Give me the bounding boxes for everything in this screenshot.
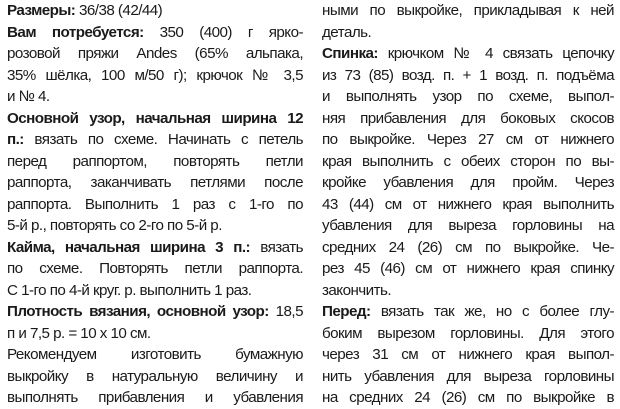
recommend-line-3: выполнять прибавления и убавления	[7, 389, 303, 406]
back-line-4: няя прибавления для боковых скосов	[322, 109, 614, 127]
back-line-10: средних 24 (26) см по выкройке. Че-	[322, 238, 614, 256]
back-line-3: и выполнять узор по схеме, выпол-	[322, 88, 614, 105]
back-line-7: кройке убавления для пройм. Через	[322, 174, 614, 191]
main-pattern-text-2: вязать по схеме. Начинать с петель	[23, 131, 303, 148]
main-pattern-line-3: перед раппортом, повторять петли	[7, 152, 303, 170]
main-pattern-line-6: 5-й р., повторять со 2-го по 5-й р.	[7, 217, 222, 234]
sizes-line	[7, 0, 162, 22]
front-label: Перед:	[322, 303, 371, 320]
gauge-text-1: 18,5	[268, 303, 303, 320]
gauge-label: Плотность вязания, основной узор:	[7, 303, 269, 320]
front-line-5: на средних 24 (26) см по выкройке в	[322, 389, 614, 406]
front-line-4: нить убавления для выреза горловины	[322, 367, 614, 385]
materials-line-3: 35% шёлка, 100 м/50 г); крючок № 3,5	[7, 66, 303, 84]
back-line-12: закончить.	[322, 281, 392, 299]
main-pattern-line-4: раппорта, заканчивать петлями после	[7, 174, 303, 191]
main-pattern-heading-end: п.:	[7, 131, 24, 148]
gauge-line-1	[7, 301, 303, 323]
edging-label: Кайма, начальная ширина 3 п.:	[7, 238, 251, 256]
materials-line-4: и № 4.	[7, 88, 50, 105]
back-label: Спинка:	[322, 45, 378, 62]
recommend-line-1: Рекомендуем изготовить бумажную	[7, 346, 303, 363]
materials-label: Вам потребуется:	[7, 23, 144, 41]
sizes-value: 36/38 (42/44)	[75, 2, 163, 19]
front-line-2: боким вырезом горловины. Для этого	[322, 324, 614, 342]
recommend-line-2: выкройку в натуральную величину и	[7, 367, 303, 385]
materials-text-1: 350 (400) г ярко-	[143, 23, 303, 41]
back-line-5: по выкройке. Через 27 см от нижнего	[322, 131, 614, 148]
materials-line-2: розовой пряжи Andes (65% альпака,	[7, 45, 303, 62]
back-text-1: крючком № 4 связать цепочку	[377, 45, 614, 62]
sizes-label: Размеры:	[7, 2, 76, 19]
back-line-8: 43 (44) см от нижнего края выполнить	[322, 195, 614, 213]
main-pattern-heading: Основной узор, начальная ширина 12	[7, 109, 303, 127]
edging-line-1	[7, 237, 303, 259]
edging-line-2: по схеме. Повторять петли раппорта.	[7, 260, 303, 277]
edging-text-1: вязать	[250, 238, 304, 256]
continued-line-1: ными по выкройке, прикладывая к ней	[322, 2, 614, 19]
front-line-3: через 31 см от нижнего края выпол-	[322, 346, 614, 363]
back-line-11: рез 45 (46) см от нижнего края спинку	[322, 260, 614, 277]
gauge-line-2: п и 7,5 р. = 10 х 10 см.	[7, 324, 151, 342]
back-line-1	[322, 43, 614, 65]
continued-line-2: деталь.	[322, 23, 372, 41]
edging-line-3: С 1-го по 4-й круг. р. выполнить 1 раз.	[7, 281, 252, 299]
back-line-6: края выполнить с обеих сторон по вы-	[322, 152, 614, 170]
front-text-1: вязать так же, но с более глу-	[370, 303, 614, 320]
back-line-9: убавления для выреза горловины на	[322, 217, 614, 234]
main-pattern-line-2	[7, 129, 303, 151]
front-line-1	[322, 301, 614, 323]
main-pattern-line-5: раппорта. Выполнить 1 раз с 1-го по	[7, 195, 303, 213]
materials-line-1	[7, 22, 303, 44]
back-line-2: из 73 (85) возд. п. + 1 возд. п. подъёма	[322, 66, 614, 84]
